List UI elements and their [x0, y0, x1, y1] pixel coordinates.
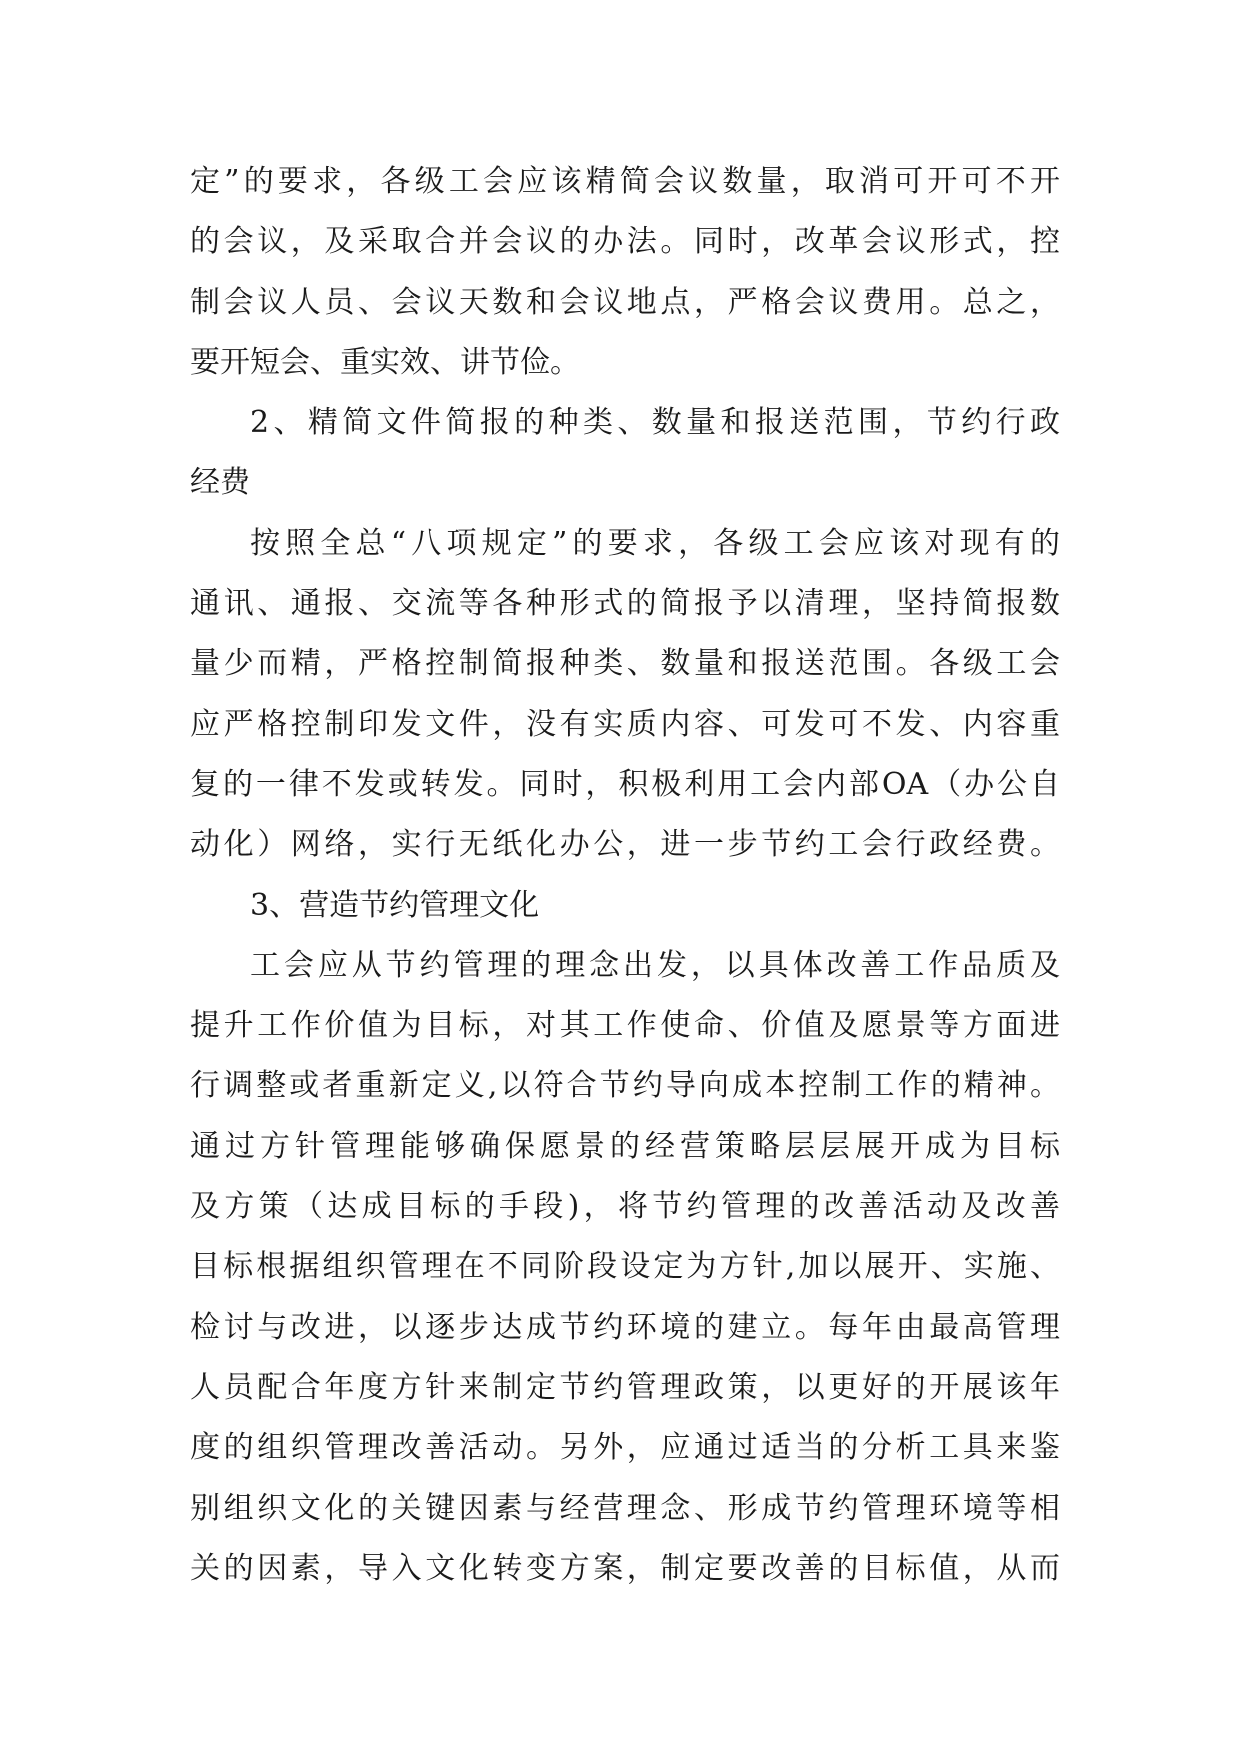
text-line: 工会应从节约管理的理念出发，以具体改善工作品质及 [250, 947, 1060, 983]
text-line: 3、营造节约管理文化 [250, 887, 540, 923]
text-line: 复的一律不发或转发。同时，积极利用工会内部OA（办公自 [190, 766, 1060, 802]
text-line: 通过方针管理能够确保愿景的经营策略层层展开成为目标 [190, 1128, 1060, 1164]
text-line: 经费 [190, 465, 250, 501]
text-line: 要开短会、重实效、讲节俭。 [190, 344, 580, 380]
text-line: 检讨与改进，以逐步达成节约环境的建立。每年由最高管理 [190, 1309, 1060, 1345]
text-line: 行调整或者重新定义,以符合节约导向成本控制工作的精神。 [190, 1068, 1060, 1104]
text-line: 按照全总“八项规定”的要求，各级工会应该对现有的 [250, 525, 1060, 561]
text-line: 提升工作价值为目标，对其工作使命、价值及愿景等方面进 [190, 1008, 1060, 1044]
text-line: 度的组织管理改善活动。另外，应通过适当的分析工具来鉴 [190, 1430, 1060, 1466]
text-line: 动化）网络，实行无纸化办公，进一步节约工会行政经费。 [190, 827, 1060, 863]
text-line: 及方策（达成目标的手段)，将节约管理的改善活动及改善 [190, 1189, 1060, 1225]
text-line: 关的因素，导入文化转变方案，制定要改善的目标值，从而 [190, 1550, 1060, 1586]
text-line: 通讯、通报、交流等各种形式的简报予以清理，坚持简报数 [190, 586, 1060, 622]
text-line: 定”的要求，各级工会应该精简会议数量，取消可开可不开 [190, 164, 1060, 199]
text-line: 制会议人员、会议天数和会议地点，严格会议费用。总之， [190, 284, 1060, 320]
text-line: 别组织文化的关键因素与经营理念、形成节约管理环境等相 [190, 1490, 1060, 1526]
text-line: 人员配合年度方针来制定节约管理政策，以更好的开展该年 [190, 1369, 1060, 1405]
text-line: 的会议，及采取合并会议的办法。同时，改革会议形式，控 [190, 224, 1060, 260]
body-text [190, 152, 1060, 1599]
text-line: 目标根据组织管理在不同阶段设定为方针,加以展开、实施、 [190, 1249, 1060, 1285]
text-line: 2、精简文件简报的种类、数量和报送范围，节约行政 [250, 405, 1060, 441]
text-line: 应严格控制印发文件，没有实质内容、可发可不发、内容重 [190, 706, 1060, 742]
text-line: 量少而精，严格控制简报种类、数量和报送范围。各级工会 [190, 646, 1060, 682]
